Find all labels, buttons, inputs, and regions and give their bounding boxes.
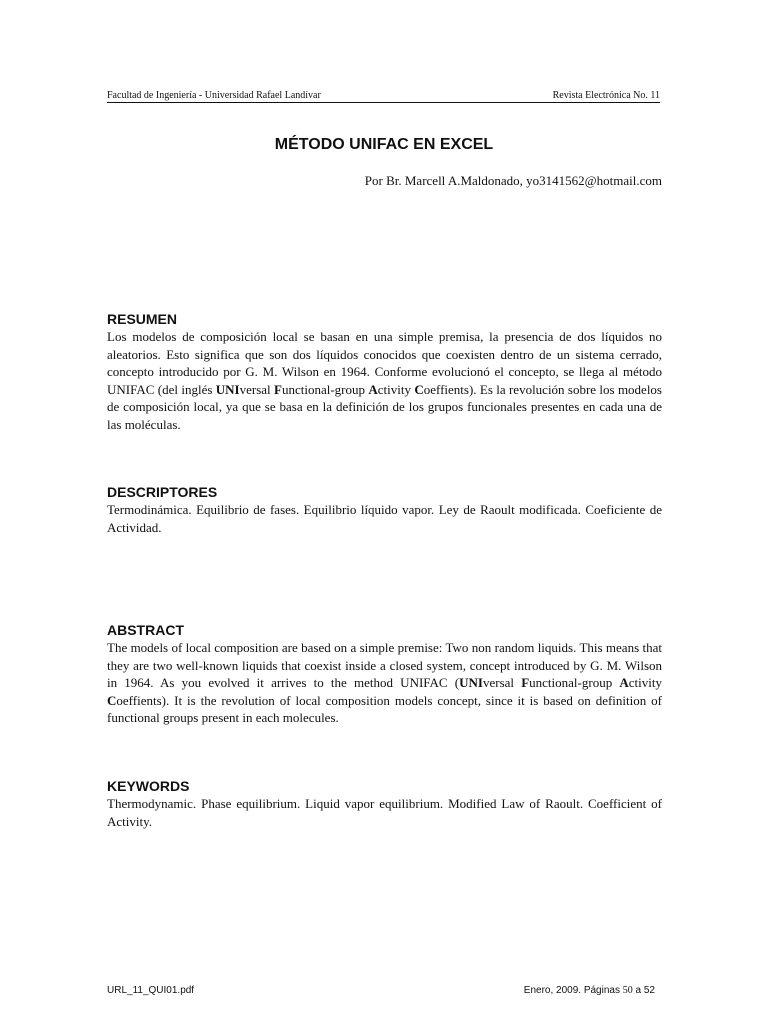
abstract-text: The models of local composition are based on a simple premise: Two non random liquids. This means that they are two well-known liquids that coexist inside a closed system, concept introduced by G. M. Wilson in 1964. As you evolved it arrives to the method UNIFAC (UNIversal Functional-group Activity Coeffients). It is the revolution of local composition models concept, since it is based on definition of functional groups present in each molecules. (107, 640, 662, 725)
footer-date-pages: Enero, 2009. Páginas 50 a 52 (523, 985, 655, 996)
header-journal: Revista Electrónica No. 11 (552, 90, 660, 101)
descriptores-heading: DESCRIPTORES (107, 484, 218, 500)
abstract-section (107, 622, 662, 727)
header-institution: Facultad de Ingeniería - Universidad Rafael Landívar (107, 90, 321, 101)
descriptores-text: Termodinámica. Equilibrio de fases. Equilibrio líquido vapor. Ley de Raoult modificada. Coeficiente de Actividad. (107, 502, 662, 535)
keywords-section (107, 778, 662, 830)
resumen-text: Los modelos de composición local se basan en una simple premisa, la presencia de dos líquidos no aleatorios. Esto significa que son dos líquidos conocidos que coexisten dentro de un sistema cerrado, concepto introducido por G. M. Wilson en 1964. Conforme evolucionó el concepto, se llega al método UNIFAC (del inglés UNIversal Functional-group Activity Coeffients). Es la revolución sobre los modelos de composición local, ya que se basa en la definición de los grupos funcionales presentes en cada una de las moléculas. (107, 329, 662, 432)
keywords-text: Thermodynamic. Phase equilibrium. Liquid vapor equilibrium. Modified Law of Raoult. Coefficient of Activity. (107, 796, 662, 829)
running-header (107, 90, 660, 103)
running-footer (107, 985, 655, 996)
resumen-heading: RESUMEN (107, 311, 178, 327)
footer-filename: URL_11_QUI01.pdf (107, 985, 195, 996)
resumen-section (107, 311, 662, 433)
article-title: MÉTODO UNIFAC EN EXCEL (274, 136, 494, 153)
abstract-heading: ABSTRACT (107, 622, 184, 638)
keywords-heading: KEYWORDS (107, 778, 190, 794)
descriptores-section (107, 484, 662, 536)
author-line: Por Br. Marcell A.Maldonado, yo3141562@hotmail.com (364, 173, 662, 188)
